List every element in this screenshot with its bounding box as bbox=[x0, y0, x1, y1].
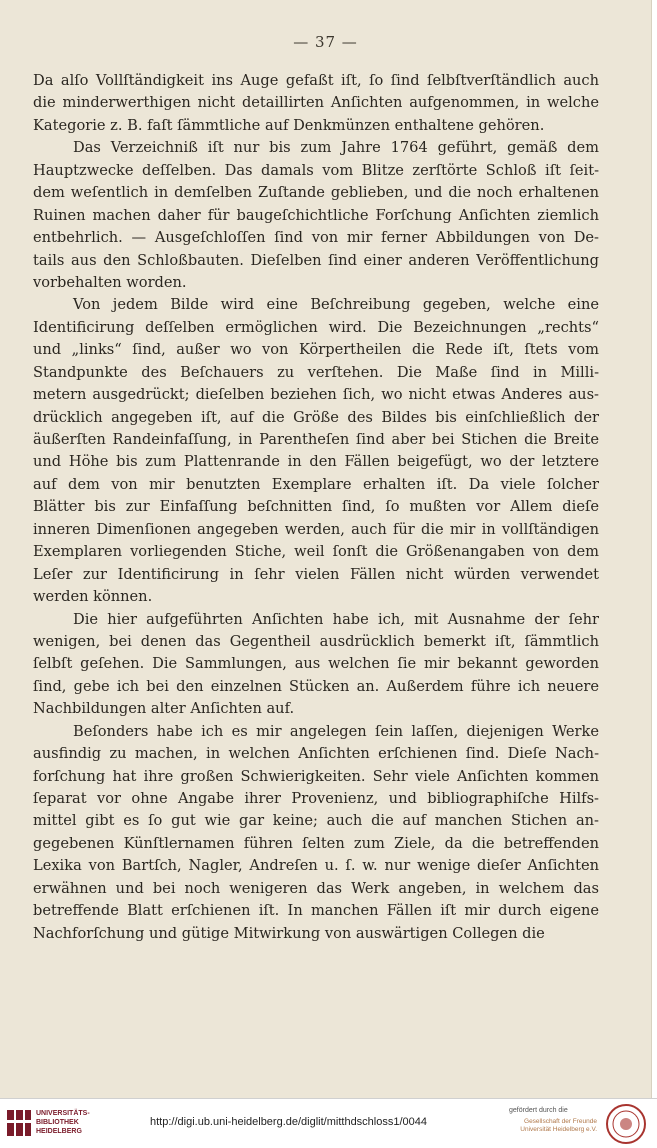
library-name-line: HEIDELBERG bbox=[36, 1128, 82, 1135]
text-line: ausfindig zu machen, in welchen Anſichten erſchienen ſind. Dieſe Nach- bbox=[33, 745, 599, 763]
text-line: wenigen, bei denen das Gegentheil ausdrücklich bemerkt iſt, ſämmtlich bbox=[33, 632, 599, 650]
text-line: inneren Dimenſionen angegeben werden, auch für die mir in vollſtändigen bbox=[33, 520, 599, 538]
funder-name-line: Universität Heidelberg e.V. bbox=[520, 1126, 597, 1133]
page-number: — 37 — bbox=[293, 33, 358, 51]
text-line: Das Verzeichniß iſt nur bis zum Jahre 1764 geführt, gemäß dem bbox=[73, 139, 599, 157]
text-line: und „links“ ſind, außer wo von Körpertheilen die Rede iſt, ſtets vom bbox=[33, 341, 599, 359]
funder-name bbox=[509, 1118, 597, 1134]
university-library-logo-icon bbox=[6, 1108, 32, 1138]
text-line: Lexika von Bartſch, Nagler, Andreſen u. ſ. w. nur wenige dieſer Anſichten bbox=[33, 857, 599, 875]
funder-name-line: Gesellschaft der Freunde bbox=[524, 1118, 597, 1125]
viewer-footer bbox=[0, 1098, 657, 1148]
funded-by-label: gefördert durch die bbox=[509, 1107, 568, 1114]
text-line: vorbehalten worden. bbox=[33, 273, 187, 291]
text-line: Standpunkte des Beſchauers zu verſtehen. Die Maße ſind in Milli- bbox=[33, 363, 599, 381]
text-line: ſeparat vor ohne Angabe ihrer Provenienz, und bibliographiſche Hilfs- bbox=[33, 790, 599, 807]
text-line: Blätter bis zur Einfaſſung beſchnitten ſind, ſo mußten vor Allem dieſe bbox=[33, 498, 599, 516]
text-line: drücklich angegeben iſt, auf die Größe des Bildes bis einſchließlich der bbox=[33, 408, 599, 426]
body-text bbox=[33, 70, 599, 945]
library-name-line: UNIVERSITÄTS- bbox=[36, 1110, 90, 1117]
text-line: metern ausgedrückt; dieſelben beziehen ſich, wo nicht etwas Anderes aus- bbox=[33, 386, 599, 404]
text-line: auf dem von mir benutzten Exemplare erhalten iſt. Da viele ſolcher bbox=[33, 475, 599, 493]
text-line: betreffende Blatt erſchienen iſt. In manchen Fällen iſt mir durch eigene bbox=[33, 902, 599, 920]
university-seal-icon bbox=[604, 1103, 648, 1145]
text-line: Da alſo Vollſtändigkeit ins Auge gefaßt iſt, ſo ſind ſelbſtverſtändlich auch bbox=[33, 72, 599, 89]
text-line: Beſonders habe ich es mir angelegen ſein laſſen, diejenigen Werke bbox=[73, 722, 599, 740]
text-line: Ruinen machen daher für baugeſchichtliche Forſchung Anſichten ziemlich bbox=[33, 206, 599, 224]
text-line: entbehrlich. — Ausgeſchloſſen ſind von mir ferner Abbildungen von De- bbox=[33, 229, 599, 247]
text-line: gegebenen Künſtlernamen führen ſelten zum Ziele, da die betreffenden bbox=[33, 834, 599, 852]
text-line: Identificirung deſſelben ermöglichen wird. Die Bezeichnungen „rechts“ bbox=[33, 318, 599, 336]
text-line: erwähnen und bei noch wenigeren das Werk angeben, in welchem das bbox=[33, 879, 599, 897]
text-line: ſelbſt geſehen. Die Sammlungen, aus welchen ſie mir bekannt geworden bbox=[33, 655, 599, 673]
text-line: ſind, gebe ich bei den einzelnen Stücken an. Außerdem führe ich neuere bbox=[33, 677, 599, 695]
text-line: die minderwerthigen nicht detaillirten Anſichten aufgenommen, in welche bbox=[33, 94, 599, 112]
text-line: Nachbildungen alter Anſichten auf. bbox=[33, 700, 295, 718]
text-line: mittel gibt es ſo gut wie gar keine; auch die auf manchen Stichen an- bbox=[33, 812, 599, 830]
library-name bbox=[36, 1109, 116, 1136]
text-line: forſchung hat ihre großen Schwierigkeiten. Sehr viele Anſichten kommen bbox=[33, 767, 599, 785]
library-name-line: BIBLIOTHEK bbox=[36, 1119, 79, 1126]
text-line: Hauptzwecke deſſelben. Das damals vom Blitze zerſtörte Schloß iſt ſeit- bbox=[33, 161, 599, 179]
text-line: Kategorie z. B. faſt ſämmtliche auf Denkmünzen enthaltene gehören. bbox=[33, 116, 545, 134]
text-line: werden können. bbox=[33, 588, 153, 606]
text-line: Exemplaren vorliegenden Stiche, weil ſonſt die Größenangaben von dem bbox=[33, 543, 599, 561]
text-line: Die hier aufgeführten Anſichten habe ich, mit Ausnahme der ſehr bbox=[73, 610, 599, 628]
text-line: tails aus den Schloßbauten. Dieſelben ſind einer anderen Veröffentlichung bbox=[33, 251, 599, 269]
text-line: Nachforſchung und gütige Mitwirkung von auswärtigen Collegen die bbox=[33, 924, 545, 942]
text-line: Von jedem Bilde wird eine Beſchreibung gegeben, welche eine bbox=[73, 296, 599, 314]
text-line: dem weſentlich in demſelben Zuſtande geblieben, und die noch erhaltenen bbox=[33, 184, 599, 202]
text-line: äußerſten Randeinfaſſung, in Parentheſen ſind aber bei Stichen die Breite bbox=[33, 431, 599, 448]
text-line: Leſer zur Identificirung in ſehr vielen Fällen nicht würden verwendet bbox=[33, 565, 599, 583]
page-url-link[interactable]: http://digi.ub.uni-heidelberg.de/diglit/mitthdschloss1/0044 bbox=[150, 1116, 428, 1128]
text-line: und Höhe bis zum Plattenrande in den Fällen beigefügt, wo der letztere bbox=[33, 453, 599, 471]
